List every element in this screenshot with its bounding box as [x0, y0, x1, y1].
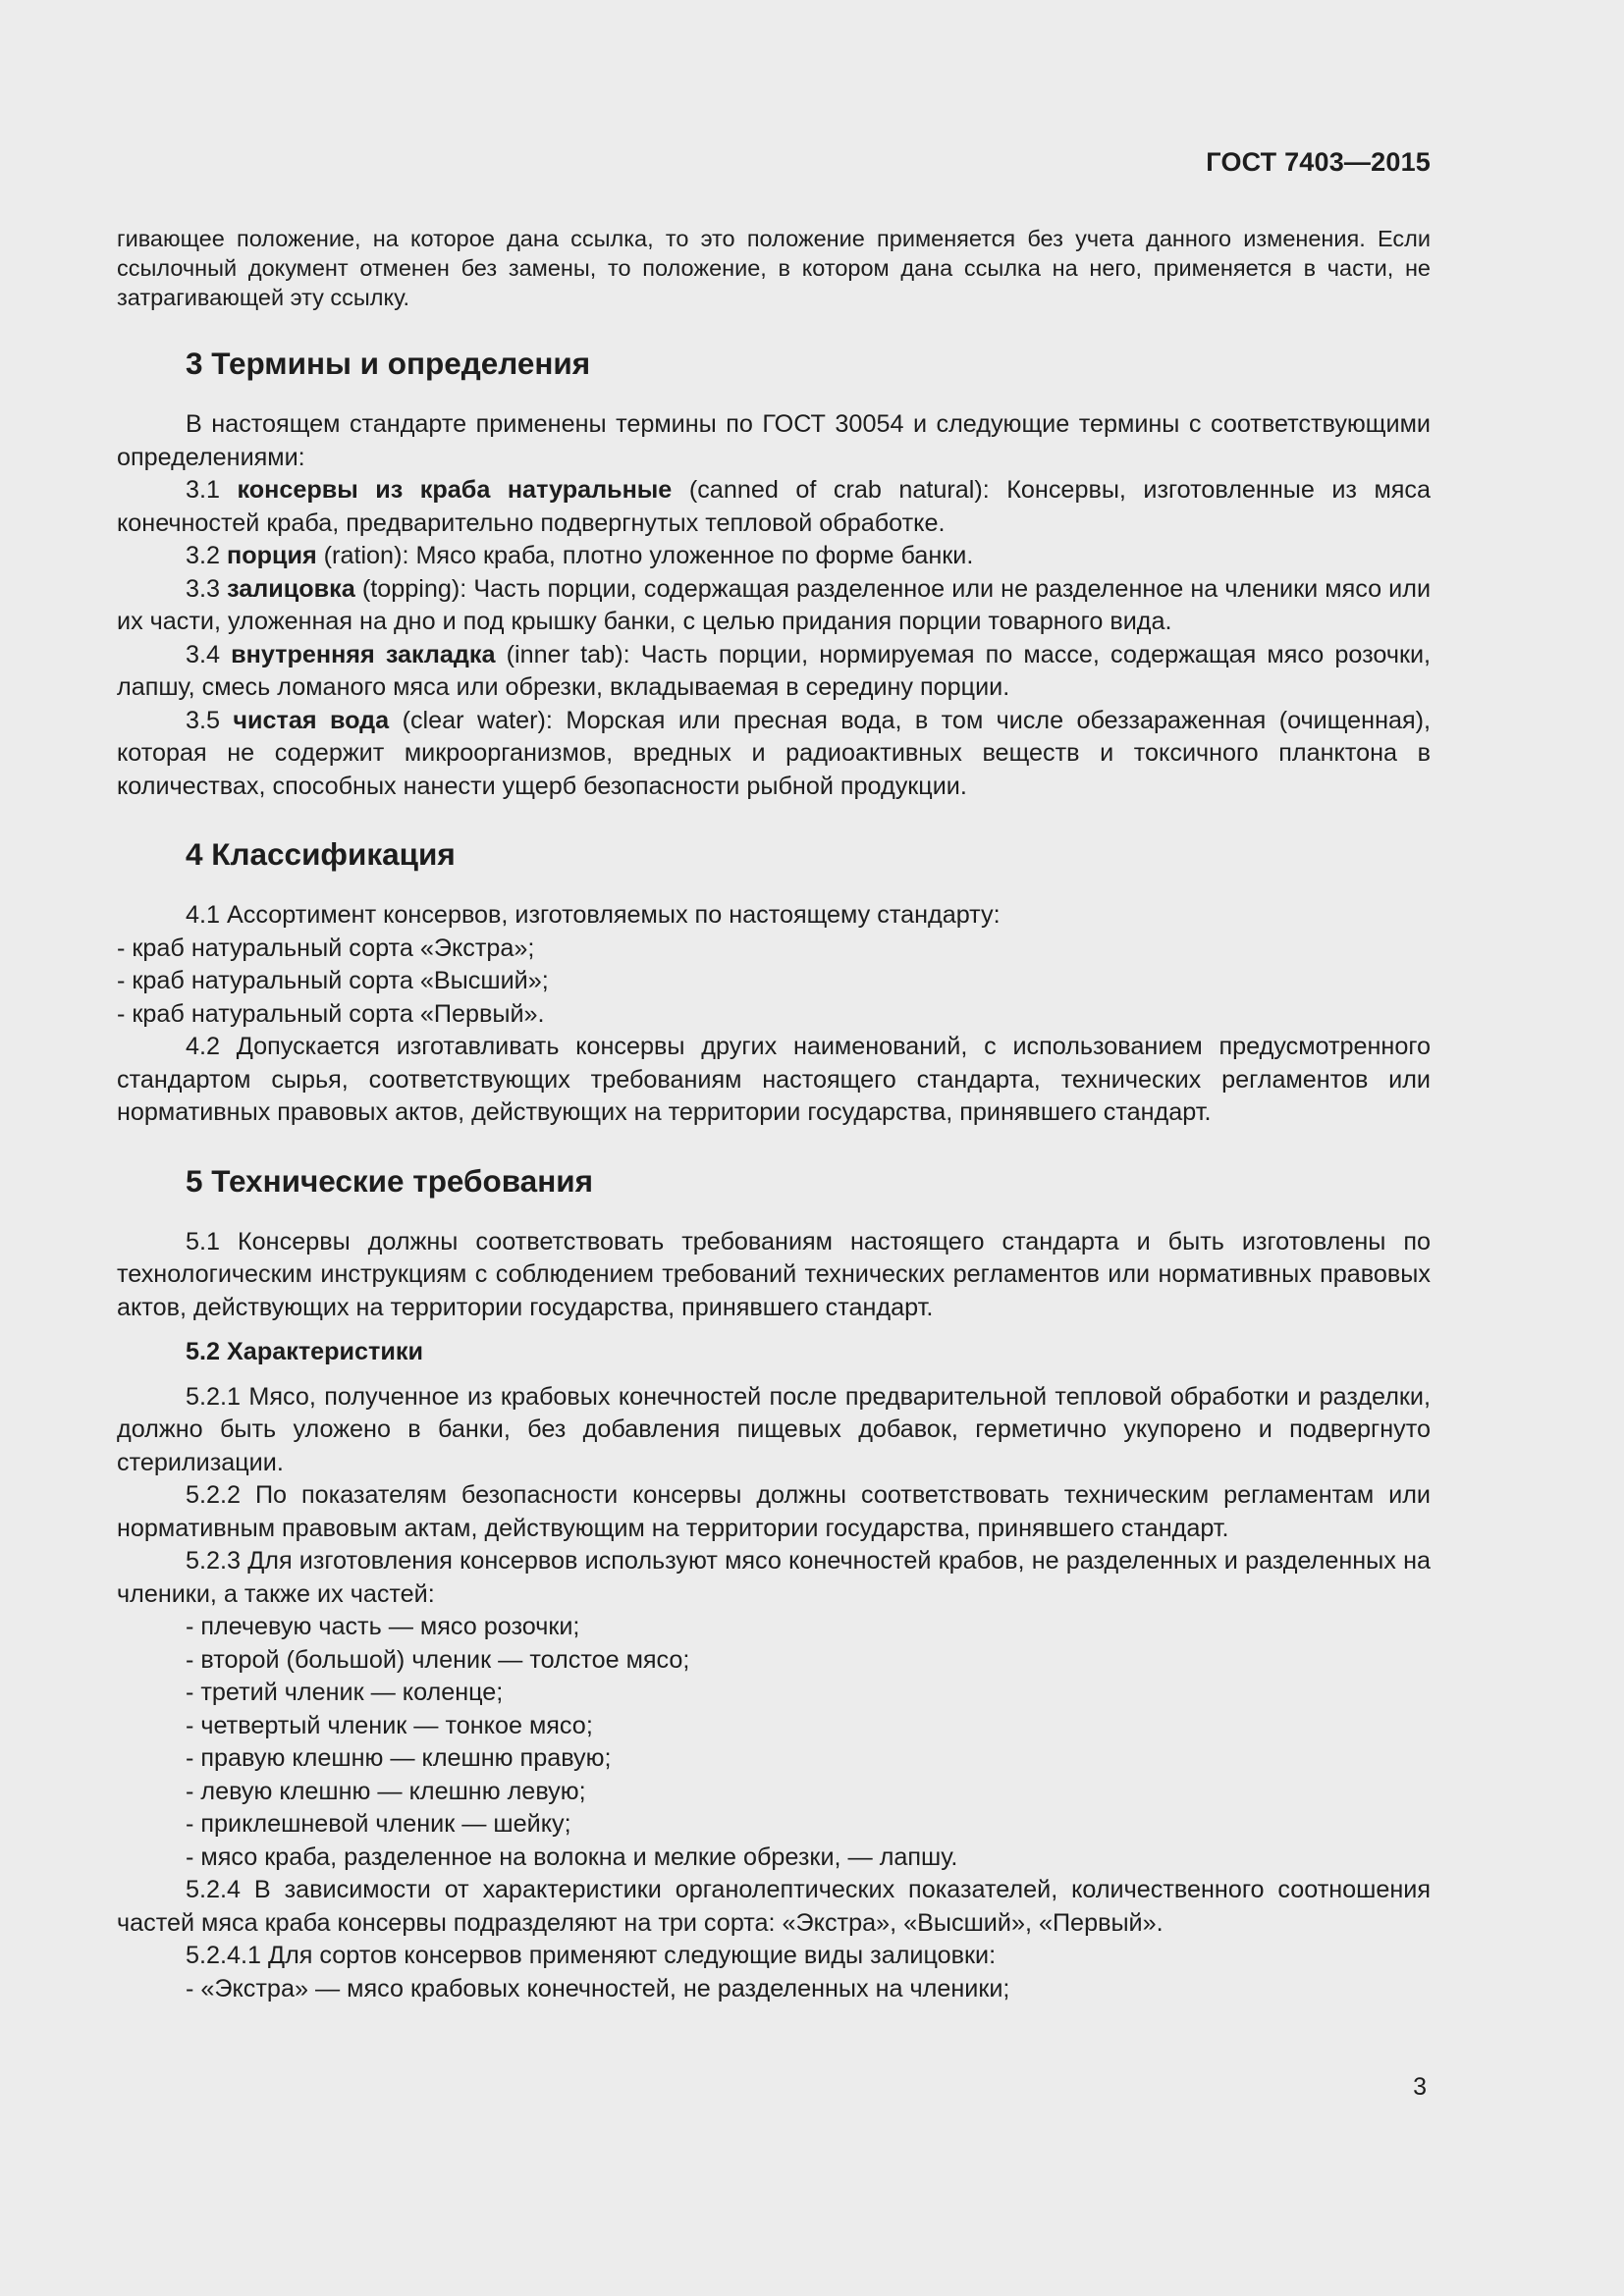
term-number: 3.3: [186, 574, 221, 603]
term-name: внутренняя закладка: [231, 640, 496, 668]
section-4-title: 4 Классификация: [186, 836, 456, 872]
list-item: - четвертый членик — тонкое мясо;: [186, 1711, 593, 1739]
term-number: 3.5: [186, 706, 221, 734]
term-definition: Морская или пресная вода, в том числе обеззараженная (очищенная), которая не содержит микроорганизмов, вредных и радиоактивных веществ и токсичного планктона в количествах, способных нанести ущерб безопасности рыбной продукции.: [117, 706, 1432, 800]
list-item: - краб натуральный сорта «Первый».: [117, 999, 545, 1028]
term-3-4: [117, 639, 1431, 705]
term-3-1: [117, 474, 1431, 540]
term-3-5: [117, 705, 1431, 804]
clause-4-2: 4.2 Допускается изготавливать консервы других наименований, с использованием предусмотренного стандартом сырья, соответствующих требованиям настоящего стандарта, технических регламентов или нормативных правовых актов, действующих на территории государства, принявшего стандарт.: [117, 1033, 1431, 1126]
term-name: порция: [227, 542, 317, 569]
list-item: - краб натуральный сорта «Экстра»;: [117, 934, 535, 962]
term-english: (ration):: [323, 542, 409, 569]
clause-5-2-3: 5.2.3 Для изготовления консервов используют мясо конечностей крабов, не разделенных и разделенных на членики, а также их частей:: [117, 1547, 1431, 1608]
term-name: консервы из краба натуральные: [237, 476, 673, 504]
section-3-title: 3 Термины и определения: [186, 346, 591, 381]
term-number: 3.1: [186, 476, 221, 504]
clause-5-2-1: 5.2.1 Мясо, полученное из крабовых конечностей после предварительной тепловой обработки и разделки, должно быть уложено в банки, без добавления пищевых добавок, герметично укупорено и подвергнуто стерилизации.: [117, 1382, 1431, 1476]
list-item: - плечевую часть — мясо розочки;: [186, 1613, 580, 1640]
list-item: - левую клешню — клешню левую;: [186, 1777, 586, 1805]
term-3-3: [117, 573, 1431, 639]
section-5-title: 5 Технические требования: [186, 1162, 593, 1199]
section-3-intro: В настоящем стандарте применены термины по ГОСТ 30054 и следующие термины с соответствующими определениями:: [117, 410, 1431, 471]
term-definition: Часть порции, содержащая разделенное или не разделенное на членики мясо или их части, уложенная на дно и под крышку банки, с целью придания порции товарного вида.: [117, 574, 1432, 635]
list-item: - мясо краба, разделенное на волокна и мелкие обрезки, — лапшу.: [186, 1842, 958, 1871]
intro-paragraph: гивающее положение, на которое дана ссылка, то это положение применяется без учета данного изменения. Если ссылочный документ отменен без замены, то положение, в котором дана ссылка на него, применяется в части, не затрагивающей эту ссылку.: [117, 226, 1431, 310]
subsection-5-2-title: 5.2 Характеристики: [186, 1338, 423, 1365]
list-item: - краб натуральный сорта «Высший»;: [117, 967, 549, 994]
term-number: 3.2: [186, 542, 221, 569]
page-number: 3: [1413, 2073, 1427, 2101]
list-item: - приклешневой членик — шейку;: [186, 1810, 571, 1838]
term-name: чистая вода: [233, 706, 390, 734]
term-english: (topping):: [361, 574, 467, 603]
clause-5-2-4-1: 5.2.4.1 Для сортов консервов применяют следующие виды залицовки:: [186, 1942, 997, 1969]
list-item: - третий членик — коленце;: [186, 1679, 504, 1706]
clause-4-1: 4.1 Ассортимент консервов, изготовляемых по настоящему стандарту:: [186, 901, 1001, 929]
document-code: ГОСТ 7403—2015: [1206, 147, 1431, 177]
term-name: залицовка: [227, 574, 355, 603]
clause-5-1: 5.1 Консервы должны соответствовать требованиям настоящего стандарта и быть изготовлены по технологическим инструкциям с соблюдением требований технических регламентов или нормативных правовых актов, действующих на территории государства, принявшего стандарт.: [117, 1227, 1431, 1321]
term-definition: Часть порции, нормируемая по массе, содержащая мясо розочки, лапшу, смесь ломаного мяса или обрезки, вкладываемая в середину порции.: [117, 640, 1432, 701]
term-english: (clear water):: [402, 706, 553, 734]
term-english: (canned of crab natural):: [688, 476, 990, 504]
term-english: (inner tab):: [506, 640, 630, 668]
term-3-2: [117, 540, 1431, 573]
page-content: [117, 224, 1431, 2005]
list-item: - правую клешню — клешню правую;: [186, 1744, 612, 1772]
term-number: 3.4: [186, 640, 221, 668]
term-definition: Мясо краба, плотно уложенное по форме банки.: [415, 542, 974, 569]
clause-5-2-4: 5.2.4 В зависимости от характеристики органолептических показателей, количественного соотношения частей мяса краба консервы подразделяют на три сорта: «Экстра», «Высший», «Первый».: [117, 1876, 1431, 1937]
clause-5-2-2: 5.2.2 По показателям безопасности консервы должны соответствовать техническим регламентам или нормативным правовым актам, действующим на территории государства, принявшего стандарт.: [117, 1481, 1431, 1542]
list-item: - «Экстра» — мясо крабовых конечностей, не разделенных на членики;: [186, 1974, 1010, 2002]
term-definition: Консервы, изготовленные из мяса конечностей краба, предварительно подвергнутых тепловой обработке.: [117, 476, 1432, 537]
list-item: - второй (большой) членик — толстое мясо;: [186, 1645, 690, 1674]
